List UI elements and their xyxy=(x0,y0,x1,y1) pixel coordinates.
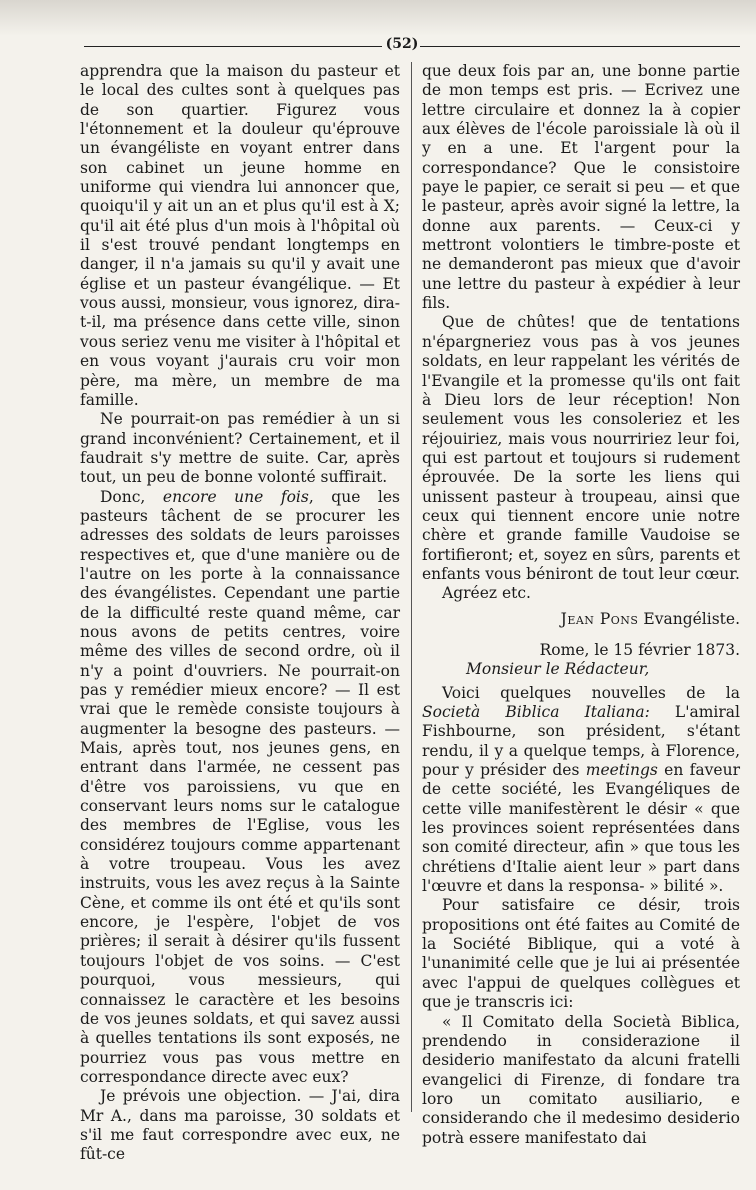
paragraph-text: Voici quelques nouvelles de la xyxy=(442,683,740,702)
header-rule-right xyxy=(420,46,740,47)
page-number: (52) xyxy=(385,36,419,52)
page-header xyxy=(84,36,740,56)
column-divider xyxy=(411,62,412,1112)
paragraph-text: Donc, xyxy=(100,487,163,506)
paragraph: « Il Comitato della Società Biblica, prendendo in considerazione il desiderio manifestato da alcuni fratelli evangelici di Firenze, di fondare tra loro un comitato ausiliario, e considerando che il medesimo desiderio potrà essere manifestato dai xyxy=(422,1012,740,1147)
paragraph xyxy=(80,488,400,1088)
letter-date: Rome, le 15 février 1873. xyxy=(539,640,740,659)
italic-text: meetings xyxy=(585,761,658,780)
paragraph-text: , que les pasteurs tâchent de se procurer les adresses des soldats de leurs paroisses respectives et, que d'une manière ou de l'autre on les porte à la connaissance des évangélistes. Cependant une partie de la difficulté reste quand même, car nous avons de petits centres, voire même des villes de second ordre, où il n'y a point d'ouvriers. Ne pourrait-on pas y remédier mieux encore? — Il est vrai que le remède consiste toujours à augmenter la besogne des pasteurs. — Mais, après tout, nos jeunes gens, en entrant dans l'armée, ne cessent pas d'être vos paroissiens, vu que en conservant leurs noms sur le catalogue des membres de l'Eglise, vous les considérez toujours comme appartenant à votre troupeau. Vous les avez instruits, vous les avez reçus à la Sainte Cène, et comme ils ont été et qu'ils sont encore, je l'espère, l'objet de vos prières; il serait à désirer qu'ils fussent toujours l'objet de vos soins. — C'est pourquoi, vous messieurs, qui connaissez le caractère et les besoins de vos jeunes soldats, et qui savez aussi à quelles tentations ils sont exposés, ne pourriez vous pas vous mettre en correspondance directe avec eux? xyxy=(80,487,400,1086)
paragraph: Pour satisfaire ce désir, trois propositions ont été faites au Comité de la Société Biblique, qui a voté à l'unanimité celle que je lui ai présentée avec l'appui de quelques collègues et que je transcris ici: xyxy=(422,896,740,1012)
salutation: Monsieur le Rédacteur, xyxy=(466,660,650,679)
page-top-edge xyxy=(0,0,756,36)
paragraph: apprendra que la maison du pasteur et le local des cultes sont à quelques pas de son quartier. Figurez vous l'étonnement et la douleur qu'éprouve un évangéliste en voyant entrer dans son cabinet un jeune homme en uniforme qui viendra lui annoncer que, quoiqu'il y ait un an et plus qu'il est à X; qu'il ait été plus d'un mois à l'hôpital où il s'est trouvé pendant longtemps en danger, il n'a jamais su qu'il y avait une église et un pasteur évangélique. — Et vous aussi, monsieur, vous ignorez, dira-t-il, ma présence dans cette ville, sinon vous seriez venu me visiter à l'hôpital et en vous voyant j'aurais cru voir mon père, ma mère, un membre de ma famille. xyxy=(80,62,400,409)
italic-text: encore une fois xyxy=(162,487,309,506)
paragraph: Que de chûtes! que de tentations n'épargneriez vous pas à vos jeunes soldats, en leur rappelant les vérités de l'Evangile et la promesse qu'ils ont fait à Dieu lors de leur réception! Non seulement vous les consoleriez et les réjouiriez, mais vous nourririez leur foi, qui est partout et toujours si rudement éprouvée. De la sorte les liens qui unissent pasteur à troupeau, ainsi que ceux qui tiennent encore unie notre chère et grande famille Vaudoise se fortifieront; et, soyez en sûrs, parents et enfants vous béniront de tout leur cœur. xyxy=(422,313,740,583)
paragraph-text: en faveur de cette société, les Evangéliques de cette ville manifestèrent le désir « que les provinces soient représentées dans son comité directeur, afin » que tous les chrétiens d'Italie aient leur » part dans l'œuvre et dans la responsa- » bilité ». xyxy=(422,761,740,896)
paragraph-text: L'amiral Fishbourne, son président, s'étant rendu, il y a quelque temps, à Florence, pour y présider des xyxy=(422,703,740,780)
signature-title: Evangéliste. xyxy=(643,609,740,628)
closing-line: Agréez etc. xyxy=(442,584,531,603)
signature-name: Jean Pons xyxy=(560,609,639,628)
left-column xyxy=(80,62,400,1165)
right-column xyxy=(422,62,740,1148)
signature xyxy=(422,610,740,629)
paragraph xyxy=(422,684,740,897)
italic-text: Società Biblica Italiana: xyxy=(422,703,650,721)
paragraph: que deux fois par an, une bonne partie de mon temps est pris. — Ecrivez une lettre circulaire et donnez la à copier aux élèves de l'école paroissiale là où il y en a une. Et l'argent pour la correspondance? Que le consistoire paye le papier, ce serait si peu — et que le pasteur, après avoir signé la lettre, la donne aux parents. — Ceux-ci y mettront volontiers le timbre-poste et ne demanderont pas mieux que d'avoir une lettre du pasteur à expédier à leur fils. xyxy=(422,62,740,313)
header-rule-left xyxy=(84,46,382,47)
paragraph: Ne pourrait-on pas remédier à un si grand inconvénient? Certainement, et il faudrait s'y mettre de suite. Car, après tout, un peu de bonne volonté suffirait. xyxy=(80,410,400,487)
paragraph: Je prévois une objection. — J'ai, dira Mr A., dans ma paroisse, 30 soldats et s'il me faut correspondre avec eux, ne fût-ce xyxy=(80,1087,400,1164)
